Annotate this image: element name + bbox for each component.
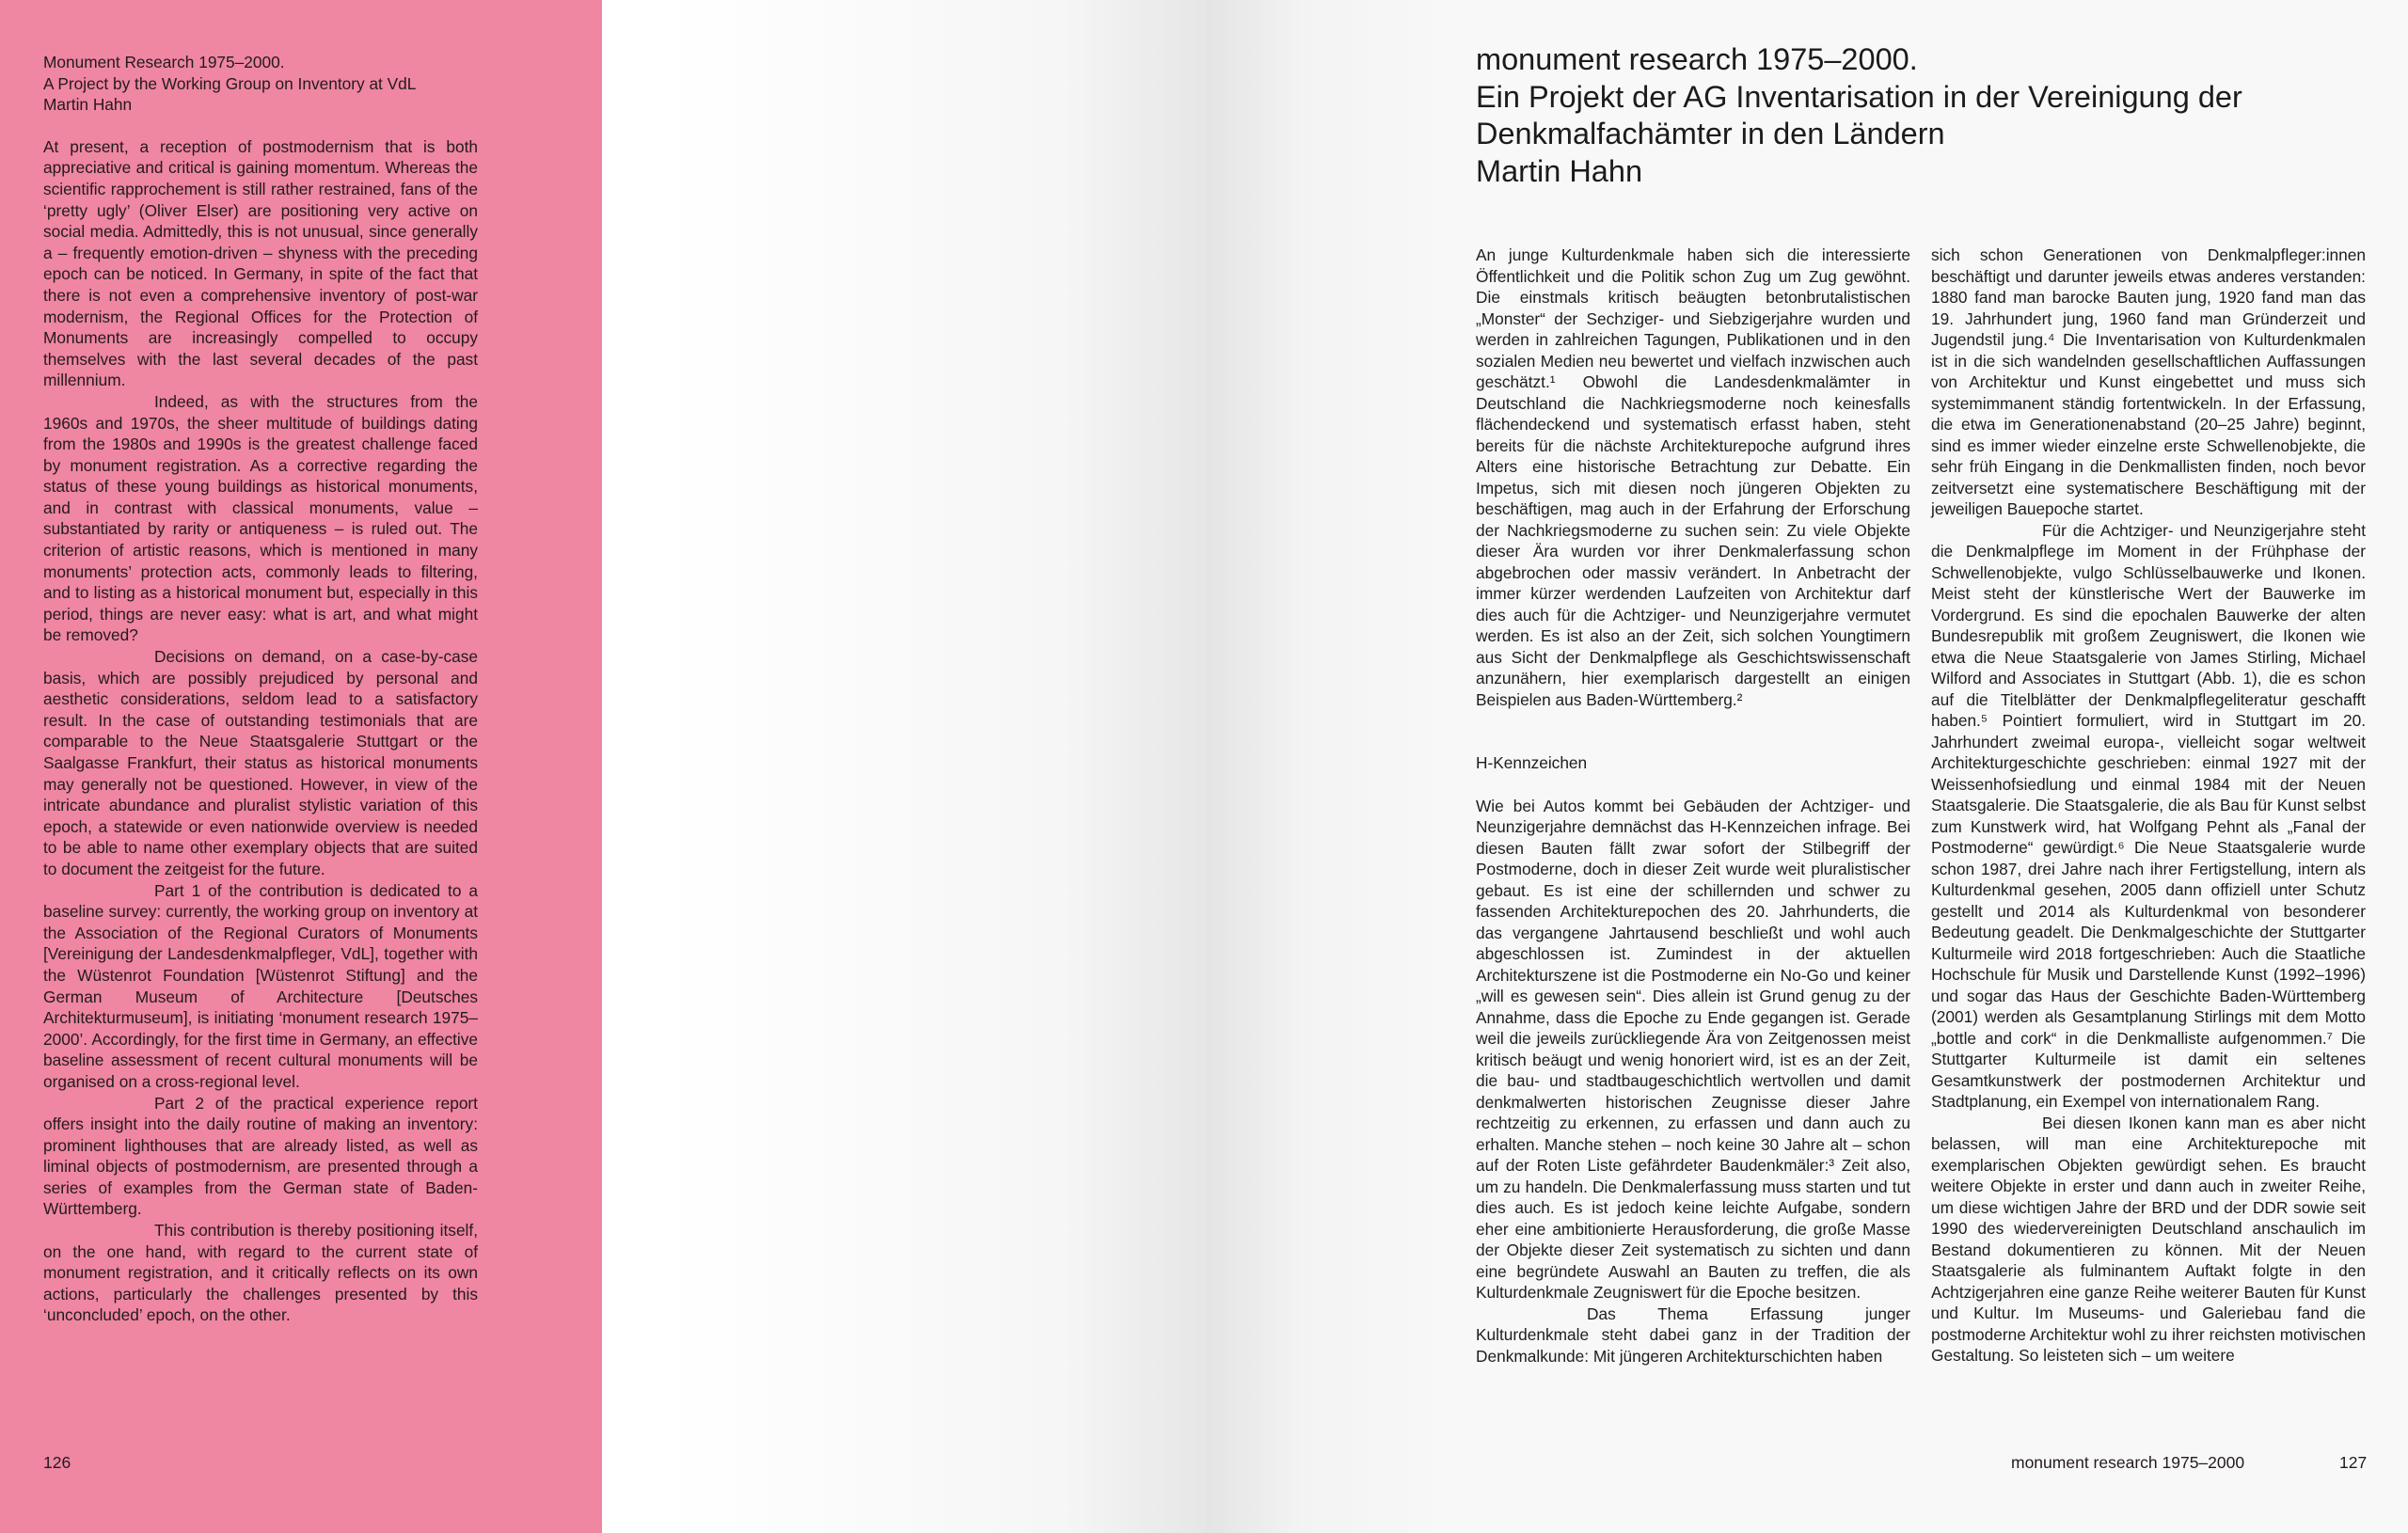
abstract-paragraph: Decisions on demand, on a case-by-case basis, which are possibly prejudiced by personal and aesthetic considerations, seldom lead to a satisfactory result. In the case of outstanding testimonials that are comparable to the Neue Staatsgalerie Stuttgart or the Saalgasse Frankfurt, their status as historical monuments may generally not be questioned. However, in view of the intricate abundance and pluralist stylistic variation of this epoch, a statewide or even nationwide overview is needed to be able to name other exemplary objects that are suited to document the zeitgeist for the future. (43, 647, 478, 878)
body-paragraph: Für die Achtziger- und Neunzigerjahre steht die Denkmalpflege im Moment in der Frühphase der Schwellenobjekte, vulgo Schlüsselbauwerke und Ikonen. Meist steht der künstlerische Wert der Bauwerke im Vordergrund. Es sind die epochalen Bauwerke der alten Bundesrepublik mit großem Zeugniswert, die Ikonen wie etwa die Neue Staatsgalerie von James Stirling, Michael Wilford and Associates in Stuttgart (Abb. 1), die es schon auf die Titelblätter der Denkmalpflegeliteratur geschafft haben.⁵ Pointiert formuliert, wird in Stuttgart im 20. Jahrhundert zweimal europa-, vielleicht sogar weltweit Architekturgeschichte geschrieben: einmal 1927 mit der Weissenhofsiedlung und einmal 1984 mit der Neuen Staatsgalerie. Die Staatsgalerie, die als Bau für Kunst selbst zum Kunstwerk wird, hat Wolfgang Pehnt als „Fanal der Postmoderne“ gewürdigt.⁶ Die Neue Staatsgalerie wurde schon 1987, drei Jahre nach ihrer Fertigstellung, intern als Kulturdenkmal gesehen, 2005 dann offiziell unter Schutz gestellt und 2014 als Kulturdenkmal von besonderer Bedeutung geadelt. Die Denkmalgeschichte der Stuttgarter Kulturmeile wird 2018 fortgeschrieben: Auch die Staatliche Hochschule für Musik und Darstellende Kunst (1992–1996) und sogar das Haus der Geschichte Baden-Württemberg (2001) werden als Gesamtplanung Stirlings mit dem Motto „bottle and cork“ in die Denkmalliste aufgenommen.⁷ Die Stuttgarter Kulturmeile ist damit ein seltenes Gesamtkunstwerk der postmodernen Architektur und Stadtplanung, ein Exempel von internationalem Rang. (1931, 520, 2366, 1111)
body-paragraph: Bei diesen Ikonen kann man es aber nicht belassen, will man eine Architekturepoche mit exemplarischen Objekten gewürdigt sehen. Es braucht weitere Objekte in erster und dann auch in zweiter Reihe, um diese wichtigen Jahre der BRD und der DDR sowie seit 1990 des wiedervereinigten Deutschland anschaulich im Bestand dokumentieren zu können. Mit der Neuen Staatsgalerie als fulminantem Auftakt folgte in den Achtzigerjahren eine ganze Reihe weiterer Bauten für Kunst und Kultur. Im Museums- und Galeriebau fand die postmoderne Architektur wohl zu ihrer reichsten motivischen Gestaltung. So leisteten sich – um weitere (1931, 1113, 2366, 1365)
page-number-left: 126 (43, 1453, 71, 1472)
abstract-paragraph: Part 1 of the contribution is dedicated to a baseline survey: currently, the working group on inventory at the Association of the Regional Curators of Monuments [Vereinigung der Landesdenkmalpfleger, VdL], together with the Wüstenrot Foundation [Wüstenrot Stiftung] and the German Museum of Architecture [Deutsches Architekturmuseum], is initiating ‘monument research 1975–2000’. Accordingly, for the first time in Germany, an effective baseline assessment of recent cultural monuments will be organised on a cross-regional level. (43, 880, 478, 1091)
abstract-body (43, 136, 478, 1326)
abstract-author: Martin Hahn (43, 95, 133, 115)
title-line: monument research 1975–2000. (1476, 42, 1918, 76)
article-title (1476, 41, 2360, 190)
body-paragraph: An junge Kulturdenkmale haben sich die interessierte Öffentlichkeit und die Politik schon Zug um Zug gewöhnt. Die einstmals kritisch beäugten betonbrutalistischen „Monster“ der Sechziger- und Siebzigerjahre wurden und werden in zahlreichen Tagungen, Publikationen und in den sozialen Medien neu bewertet und vielfach inzwischen auch geschätzt.¹ Obwohl die Landesdenkmalämter in Deutschland die Nachkriegsmoderne noch keinesfalls flächendeckend und systematisch erfasst haben, steht bereits für die nächste Architekturepoche aufgrund ihres Alters eine historische Betrachtung zur Debatte. Ein Impetus, sich mit diesen noch jüngeren Objekten zu beschäftigen, mag auch in der Erfahrung der Erforschung der Nachkriegsmoderne zu suchen sein: Zu viele Objekte dieser Ära wurden vor ihrer Denkmalerfassung schon abgebrochen oder massiv verändert. In Anbetracht der immer kürzer werdenden Laufzeiten von Architektur darf dies auch für die Achtziger- und Neunzigerjahre vermutet werden. Es ist also an der Zeit, sich solchen Youngtimern aus Sicht der Denkmalpflege als Geschichtswissenschaft anzunähern, hier exemplarisch dargestellt an einigen Beispielen aus Baden-Württemberg.² (1476, 245, 1910, 709)
english-abstract (43, 52, 478, 1326)
abstract-paragraph: This contribution is thereby positioning itself, on the one hand, with regard to the current state of monument registration, and it critically reflects on its own actions, particularly the challenges presented by this ‘unconcluded’ epoch, on the other. (43, 1221, 478, 1325)
body-paragraph: Wie bei Autos kommt bei Gebäuden der Achtziger- und Neunzigerjahre demnächst das H-Kennzeichen infrage. Bei diesen Bauten fällt zwar sofort der Stilbegriff der Postmoderne, doch in dieser Zeit wurde weit pluralistischer gebaut. Es ist eine der schillernden und schwer zu fassenden Architekturepochen des 20. Jahrhunderts, die das vergangene Jahrtausend beschließt und wohl auch abgeschlossen ist. Zumindest in der aktuellen Architekturszene ist die Postmoderne ein No-Go und keiner „will es gewesen sein“. Dies allein ist Grund genug zu der Annahme, dass die Epoche zu Ende gegangen ist. Gerade weil die jeweils zurückliegende Ära von Zeitgenossen meist kritisch beäugt und wenig honoriert wird, ist es an der Zeit, die bau- und stadtbaugeschichtlich wertvollen und damit denkmalwerten historischen Zeugnisse dieser Jahre rechtzeitig zu erkennen, zu erfassen und dann auch zu erhalten. Manche stehen – noch keine 30 Jahre alt – schon auf der Roten Liste gefährdeter Baudenkmäler:³ Zeit also, um zu handeln. Die Denkmalerfassung muss starten und tut dies auch. Es ist jedoch keine leichte Aufgabe, sondern eher eine ambitionierte Herausforderung, die große Masse der Objekte dieser Zeit systematisch zu sichten und dann eine begründete Auswahl an Bauten zu treffen, die als Kulturdenkmale Zeugniswert für die Epoche besitzen. (1476, 796, 1910, 1302)
body-paragraph: Das Thema Erfassung junger Kulturdenkmale steht dabei ganz in der Tradition der Denkmalkunde: Mit jüngeren Architekturschichten haben (1476, 1304, 1910, 1366)
text-column-left (1476, 245, 1910, 1367)
abstract-heading (43, 52, 478, 116)
title-line: Denkmalfachämter in den Ländern (1476, 117, 1945, 150)
abstract-paragraph: Part 2 of the practical experience report offers insight into the daily routine of making an inventory: prominent lighthouses that are already listed, as well as liminal objects of postmodernism, are presented through a series of examples from the German state of Baden-Württemberg. (43, 1093, 478, 1219)
page-number-right: 127 (2339, 1453, 2368, 1472)
abstract-subtitle: A Project by the Working Group on Inventory at VdL (43, 73, 417, 93)
title-author: Martin Hahn (1476, 153, 1643, 188)
abstract-paragraph: At present, a reception of postmodernism that is both appreciative and critical is gaining momentum. Whereas the scientific rapprochement is still rather restrained, fans of the ‘pretty ugly’ (Oliver Elser) are positioning very active on social media. Admittedly, this is not unusual, since generally a – frequently emotion-driven – shyness with the preceding epoch can be noticed. In Germany, in spite of the fact that there is not even a comprehensive inventory of post-war modernism, the Regional Offices for the Protection of Monuments are increasingly compelled to occupy themselves with the last several decades of the past millennium. (43, 136, 478, 390)
title-line: Ein Projekt der AG Inventarisation in der Vereinigung der (1476, 79, 2242, 114)
body-paragraph: sich schon Generationen von Denkmalpfleger:innen beschäftigt und darunter jeweils etwas anderes verstanden: 1880 fand man barocke Bauten jung, 1920 fand man das 19. Jahrhundert jung, 1960 fand man Gründerzeit und Jugendstil jung.⁴ Die Inventarisation von Kulturdenkmalen ist in die sich wandelnden gesellschaftlichen Auffassungen von Architektur und Kunst eingebettet und muss sich systemimmanent ständig fortentwickeln. In der Erfassung, die etwa im Generationenabstand (20–25 Jahre) beginnt, sind es immer wieder einzelne erste Schwellenobjekte, die sehr früh Eingang in die Denkmallisten finden, noch bevor zeitversetzt eine systematischere Beschäftigung mit der jeweiligen Bauepoche startet. (1931, 245, 2366, 518)
abstract-paragraph: Indeed, as with the structures from the 1960s and 1970s, the sheer multitude of buildings dating from the 1980s and 1990s is the greatest challenge faced by monument registration. As a corrective regarding the status of these young buildings as historical monuments, and in contrast with classical monuments, value – substantiated by rarity or antiqueness – is ruled out. The criterion of artistic reasons, which is mentioned in many monuments’ protection acts, commonly leads to filtering, and to listing as a historical monument but, especially in this period, things are never easy: what is art, and what might be removed? (43, 391, 478, 645)
section-subheading: H-Kennzeichen (1476, 753, 1588, 772)
running-title: monument research 1975–2000 (2011, 1453, 2245, 1472)
abstract-title: Monument Research 1975–2000. (43, 53, 285, 71)
text-column-right (1931, 245, 2366, 1367)
